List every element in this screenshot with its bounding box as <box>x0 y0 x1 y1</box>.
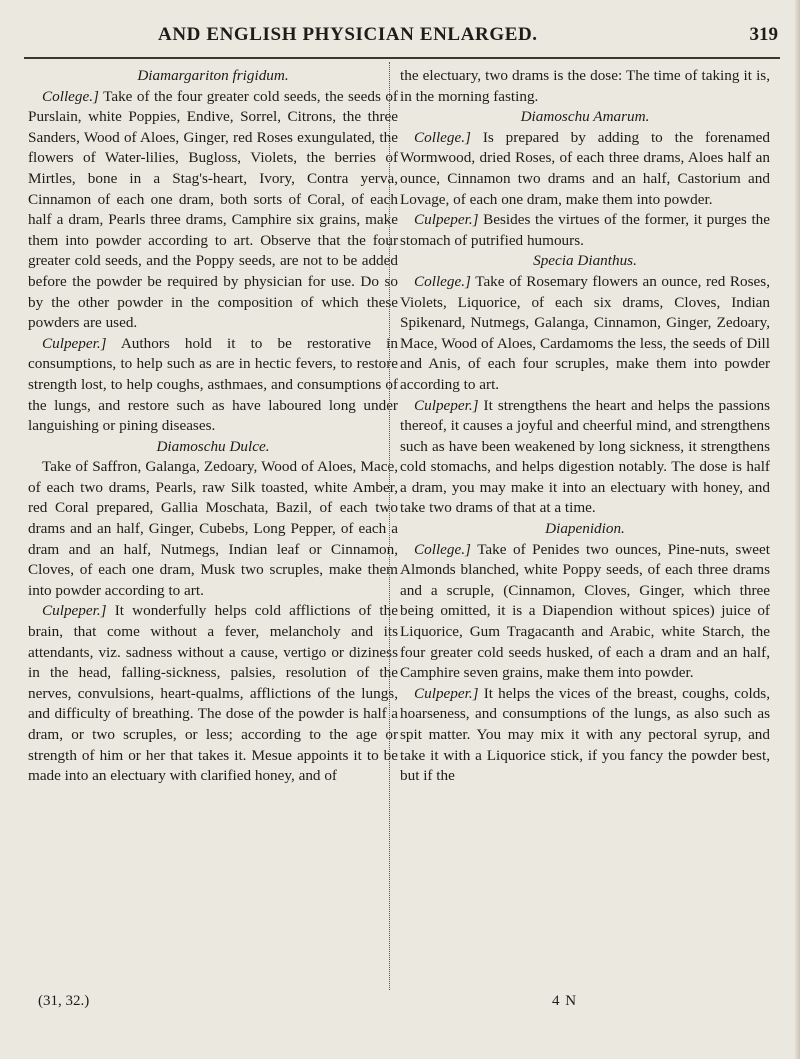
paragraph <box>400 272 770 396</box>
column-divider <box>389 62 390 990</box>
paragraph <box>400 684 770 787</box>
paragraph-text: Authors hold it to be restorative in consumptions, to help such as are in hectic fevers, to restore strength lost, to help coughs, asthmaes, and consumptions of the lungs, and restore such as have laboured long under languishing or pining diseases. <box>28 334 398 435</box>
header-rule <box>24 57 780 59</box>
paragraph-text: It helps the vices of the breast, coughs, colds, hoarseness, and consumptions of the lungs, as also such as spit matter. You may mix it with any pectoral syrup, and take it with a Liquorice stick, if you fancy the powder best, but if the <box>400 684 770 785</box>
paragraph <box>400 540 770 684</box>
paragraph <box>28 457 398 601</box>
section-heading: Diapenidion. <box>545 520 625 538</box>
paragraph <box>28 87 398 334</box>
paragraph <box>28 334 398 437</box>
paragraph <box>400 210 770 251</box>
paragraph-text: It wonderfully helps cold afflictions of the brain, that come without a fever, melancholy and its attendants, viz. sadness without a cause, vertigo or diziness in the head, falling-sickness, palsies, resolution of the nerves, convulsions, heart-qualms, afflictions of the lungs, and difficulty of breathing. The dose of the powder is half a dram, or two scruples, or less; according to the age or strength of him or her that takes it. Mesue appoints it to be made into an electuary with clarified honey, and of <box>28 602 398 785</box>
running-title: AND ENGLISH PHYSICIAN ENLARGED. <box>158 24 538 45</box>
paragraph-label: College.] <box>414 540 471 558</box>
paragraph <box>400 66 770 107</box>
paragraph-label: Culpeper.] <box>414 396 479 414</box>
paragraph-label: College.] <box>42 87 99 105</box>
page-number: 319 <box>749 24 778 45</box>
paragraph-text: Besides the virtues of the former, it purges the stomach of putrified humours. <box>400 211 770 249</box>
section-heading: Diamoschu Amarum. <box>520 108 650 126</box>
paragraph-label: Culpeper.] <box>414 684 479 702</box>
paragraph-text: the electuary, two drams is the dose: The time of taking it is, in the morning fasting. <box>400 67 770 105</box>
left-column <box>28 66 398 787</box>
paragraph-label: Culpeper.] <box>42 334 107 352</box>
signature-reference: (31, 32.) <box>38 993 90 1009</box>
page-edge <box>794 0 800 1059</box>
paragraph-text: Is prepared by adding to the forenamed Wormwood, dried Roses, of each three drams, Aloes half an ounce, Cinnamon two drams and an half, Castorium and Lovage, of each one dram, make them into powder. <box>400 128 770 208</box>
paragraph-text: Take of Saffron, Galanga, Zedoary, Wood of Aloes, Mace, of each two drams, Pearls, raw Silk toasted, white Amber, red Coral prepared, Gallia Moschata, Bazil, of each two drams and an half, Ginger, Cubebs, Long Pepper, of each a dram and an half, Nutmegs, Indian leaf or Cinnamon, Cloves, of each one dram, Musk two scruples, make them into powder according to art. <box>28 458 398 599</box>
paragraph-label: Culpeper.] <box>414 211 479 229</box>
paragraph <box>400 128 770 210</box>
paragraph <box>28 601 398 786</box>
paragraph-label: College.] <box>414 272 471 290</box>
section-heading: Specia Dianthus. <box>533 252 637 270</box>
paragraph-label: Culpeper.] <box>42 602 107 620</box>
right-column <box>400 66 770 787</box>
signature-mark: 4 N <box>552 993 578 1009</box>
paragraph-text: It strengthens the heart and helps the passions thereof, it causes a joyful and cheerful mind, and strengthens such as have been weakened by long sickness, it strengthens cold stomachs, and helps digestion notably. The dose is half a dram, you may make it into an electuary with honey, and take two drams of that at a time. <box>400 396 770 517</box>
paragraph-text: Take of Penides two ounces, Pine-nuts, sweet Almonds blanched, white Poppy seeds, of each three drams and a scruple, (Cinnamon, Cloves, Ginger, which three being omitted, it is a Diapendion without spices) juice of Liquorice, Gum Tragacanth and Arabic, white Starch, the four greater cold seeds husked, of each a dram and an half, Camphire seven grains, make them into powder. <box>400 540 770 682</box>
paragraph-text: Take of the four greater cold seeds, the seeds of Purslain, white Poppies, Endive, Sorrel, Citrons, the three Sanders, Wood of Aloes, Ginger, red Roses exungulated, the flowers of Water-lilies, Bugloss, Violets, the berries of Mirtles, bone in a Stag's-heart, Ivory, Contra yerva, Cinnamon of each one dram, both sorts of Coral, of each half a dram, Pearls three drams, Camphire six grains, make them into powder according to art. Observe that the four greater cold seeds, and the Poppy seeds, are not to be added before the powder be required by physician for use. Do so by the other powder in the composition of which these powders are used. <box>28 87 398 332</box>
running-head <box>0 10 800 50</box>
section-heading: Diamargariton frigidum. <box>137 67 289 84</box>
paragraph <box>400 396 770 520</box>
paragraph-text: Take of Rosemary flowers an ounce, red Roses, Violets, Liquorice, of each six drams, Cloves, Indian Spikenard, Nutmegs, Galanga, Cinnamon, Ginger, Zedoary, Mace, Wood of Aloes, Cardamoms the less, the seeds of Dill and Anis, of each four scruples, make them into powder according to art. <box>400 272 770 393</box>
paragraph-label: College.] <box>414 128 471 146</box>
section-heading: Diamoschu Dulce. <box>156 437 270 455</box>
